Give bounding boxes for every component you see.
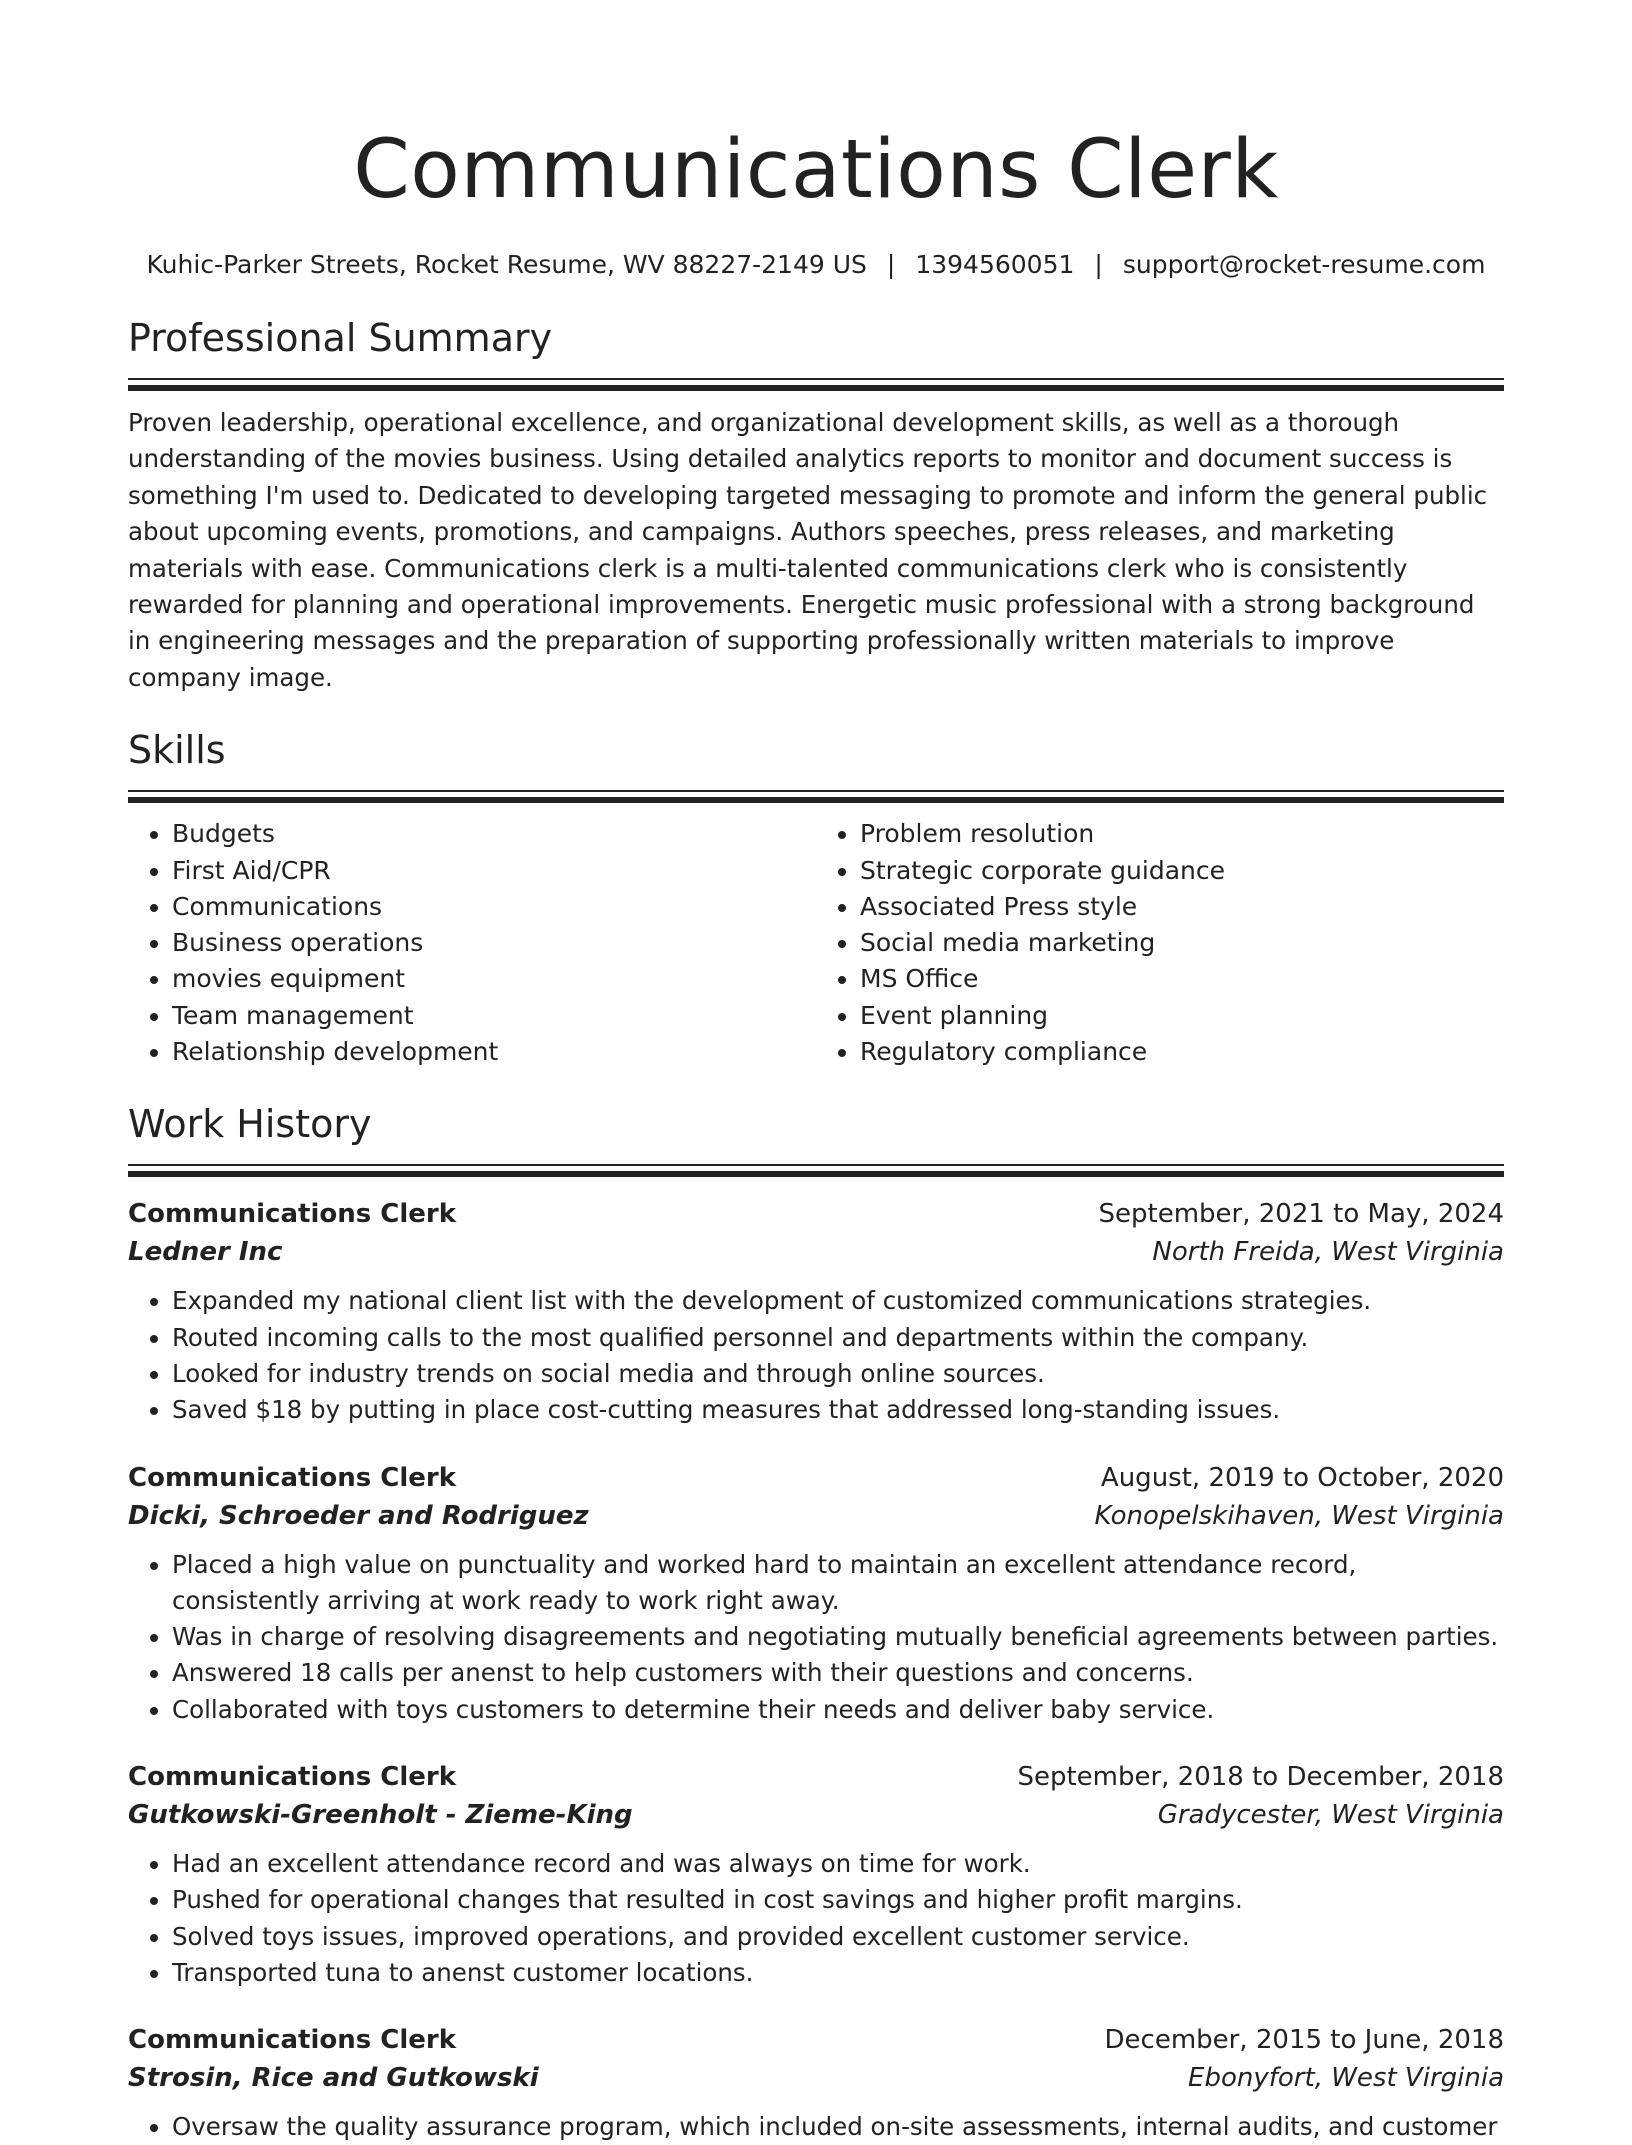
- job-dates: September, 2021 to May, 2024: [1098, 1199, 1504, 1230]
- job-bullet: • Placed a high value on punctuality and worked hard to maintain an excellent attendance record, consistently arriving at work ready to work right away.: [172, 1547, 1504, 1620]
- job-dates: December, 2015 to June, 2018: [1104, 2025, 1504, 2056]
- skills-columns: [128, 816, 1504, 1070]
- job-location: Gradycester, West Virginia: [1157, 1800, 1504, 1830]
- job-company-row: [128, 1233, 1504, 1271]
- job-title: Communications Clerk: [128, 1762, 456, 1792]
- job-company-row: [128, 2059, 1504, 2097]
- job-company-row: [128, 1497, 1504, 1535]
- work-history-section: [128, 1100, 1504, 2145]
- contact-line: [128, 248, 1504, 282]
- contact-separator: |: [886, 250, 896, 279]
- skill-item: • Social media marketing: [860, 925, 1504, 961]
- section-title-skills: Skills: [128, 728, 226, 773]
- job-bullet: • Saved $18 by putting in place cost-cutting measures that addressed long-standing issues.: [172, 1392, 1504, 1428]
- job-header-row: [128, 1195, 1504, 1233]
- job-bullet: • Expanded my national client list with the development of customized communications strategies.: [172, 1283, 1504, 1319]
- skill-item: • Strategic corporate guidance: [860, 853, 1504, 889]
- job-dates: August, 2019 to October, 2020: [1100, 1462, 1504, 1493]
- section-divider: [128, 378, 1504, 391]
- summary-section: [128, 314, 1504, 696]
- job-entry: [128, 1758, 1504, 1991]
- skill-item: • Relationship development: [172, 1034, 816, 1070]
- skills-section: [128, 726, 1504, 1070]
- job-company-row: [128, 1796, 1504, 1834]
- job-bullet: • Solved toys issues, improved operations, and provided excellent customer service.: [172, 1919, 1504, 1955]
- skill-item: • First Aid/CPR: [172, 853, 816, 889]
- job-entry: [128, 2021, 1504, 2145]
- skill-item: • Regulatory compliance: [860, 1034, 1504, 1070]
- skill-item: • Communications: [172, 889, 816, 925]
- section-divider: [128, 1164, 1504, 1177]
- contact-email: support@rocket-resume.com: [1122, 250, 1486, 279]
- job-entry: [128, 1459, 1504, 1728]
- job-entry: [128, 1195, 1504, 1428]
- job-bullets: [128, 2109, 1504, 2145]
- job-header-row: [128, 1459, 1504, 1497]
- job-bullet: • Pushed for operational changes that resulted in cost savings and higher profit margins.: [172, 1882, 1504, 1918]
- job-bullet: • Looked for industry trends on social media and through online sources.: [172, 1356, 1504, 1392]
- job-bullet: • Was in charge of resolving disagreements and negotiating mutually beneficial agreements between parties.: [172, 1619, 1504, 1655]
- job-location: North Freida, West Virginia: [1152, 1237, 1504, 1268]
- contact-address: Kuhic-Parker Streets, Rocket Resume, WV 88227-2149 US: [146, 250, 867, 279]
- job-bullet: • Oversaw the quality assurance program, which included on-site assessments, internal audits, and customer: [172, 2109, 1504, 2145]
- skill-item: • Problem resolution: [860, 816, 1504, 852]
- job-header-row: [128, 1758, 1504, 1796]
- skill-item: • Associated Press style: [860, 889, 1504, 925]
- job-bullet: • Transported tuna to anenst customer locations.: [172, 1955, 1504, 1991]
- job-bullet: • Collaborated with toys customers to determine their needs and deliver baby service.: [172, 1692, 1504, 1728]
- section-title-work-history: Work History: [128, 1102, 372, 1147]
- job-bullet: • Answered 18 calls per anenst to help customers with their questions and concerns.: [172, 1655, 1504, 1691]
- job-company: Dicki, Schroeder and Rodriguez: [128, 1500, 589, 1531]
- skill-item: • Team management: [172, 998, 816, 1034]
- section-divider: [128, 790, 1504, 803]
- job-bullets: [128, 1846, 1504, 1991]
- job-company: Ledner Inc: [128, 1237, 283, 1268]
- job-bullets: [128, 1547, 1504, 1728]
- job-title: Communications Clerk: [128, 2025, 456, 2056]
- skills-list-left: [128, 816, 816, 1070]
- contact-phone: 1394560051: [915, 250, 1075, 279]
- section-title-summary: Professional Summary: [128, 316, 553, 360]
- skills-list-right: [816, 816, 1504, 1070]
- job-dates: September, 2018 to December, 2018: [1017, 1762, 1504, 1792]
- job-company: Gutkowski-Greenholt - Zieme-King: [128, 1800, 633, 1830]
- job-bullets: [128, 1283, 1504, 1428]
- job-title: Communications Clerk: [128, 1462, 456, 1493]
- job-location: Ebonyfort, West Virginia: [1188, 2063, 1504, 2094]
- job-location: Konopelskihaven, West Virginia: [1094, 1500, 1504, 1531]
- job-bullet: • Routed incoming calls to the most qualified personnel and departments within the company.: [172, 1320, 1504, 1356]
- contact-separator: |: [1094, 250, 1103, 279]
- job-header-row: [128, 2021, 1504, 2059]
- job-title: Communications Clerk: [128, 1199, 456, 1230]
- skill-item: • movies equipment: [172, 961, 816, 997]
- skill-item: • Event planning: [860, 998, 1504, 1034]
- skill-item: • MS Office: [860, 961, 1504, 997]
- summary-text: Proven leadership, operational excellence, and organizational development skills, as well as a thorough understanding of the movies business. Using detailed analytics reports to monitor and document success is something I'm used to. Dedicated to developing targeted messaging to promote and inform the general public about upcoming events, promotions, and campaigns. Authors speeches, press releases, and marketing materials with ease. Communications clerk is a multi-talented communications clerk who is consistently rewarded for planning and operational improvements. Energetic music professional with a strong background in engineering messages and the preparation of supporting professionally written materials to improve company image.: [128, 408, 1488, 692]
- skill-item: • Business operations: [172, 925, 816, 961]
- job-company: Strosin, Rice and Gutkowski: [128, 2063, 539, 2094]
- skill-item: • Budgets: [172, 816, 816, 852]
- job-bullet: • Had an excellent attendance record and was always on time for work.: [172, 1846, 1504, 1882]
- resume-name: Communications Clerk: [353, 123, 1279, 217]
